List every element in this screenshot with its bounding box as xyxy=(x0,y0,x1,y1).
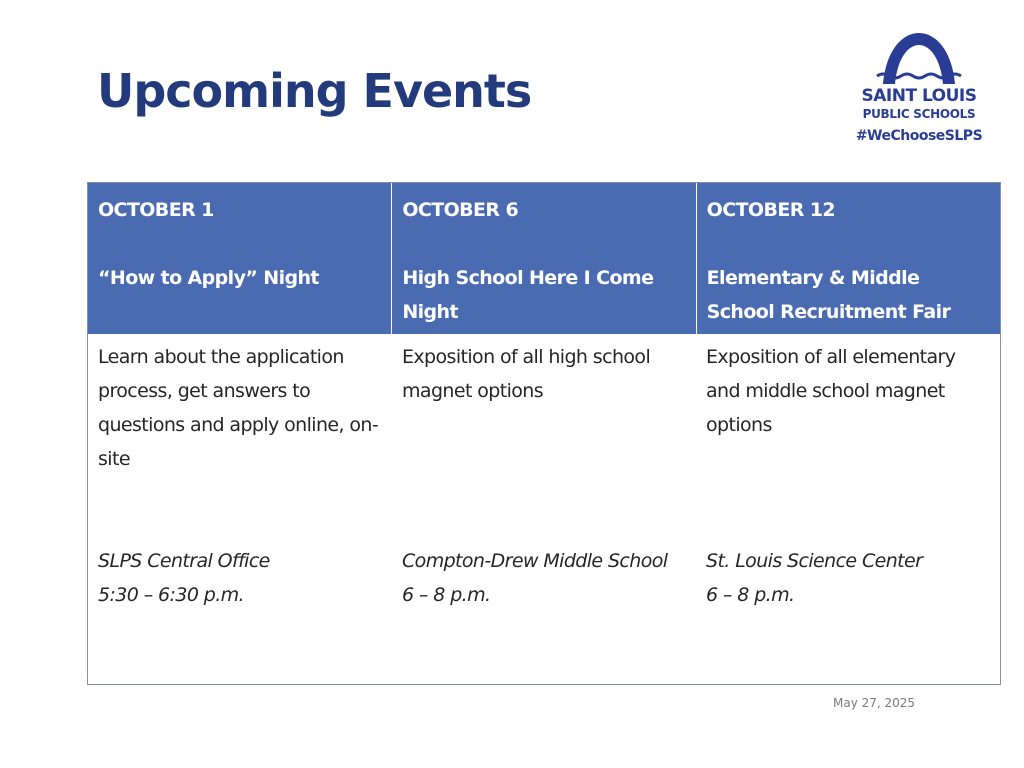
event-date: OCTOBER 6 xyxy=(402,199,519,221)
event-time: 5:30 – 6:30 p.m. xyxy=(98,584,244,606)
event-date: OCTOBER 12 xyxy=(706,199,836,221)
logo-hashtag: #WeChooseSLPS xyxy=(855,128,983,144)
logo-line-public-schools: PUBLIC SCHOOLS xyxy=(862,107,976,121)
event-time: 6 – 8 p.m. xyxy=(706,584,795,606)
table-body-row xyxy=(88,334,1000,684)
event-description: Exposition of all elementary and middle school magnet options xyxy=(706,346,956,436)
event-detail-cell xyxy=(392,334,696,684)
event-time: 6 – 8 p.m. xyxy=(402,584,491,606)
event-name: Elementary & Middle School Recruitment Fair xyxy=(706,267,951,323)
event-detail-cell xyxy=(88,334,392,684)
slide-date: May 27, 2025 xyxy=(833,696,916,710)
event-header-cell xyxy=(697,183,1000,334)
event-description: Exposition of all high school magnet options xyxy=(402,346,651,402)
events-table xyxy=(87,182,1001,685)
event-name: “How to Apply” Night xyxy=(98,267,319,289)
logo-line-saint-louis: SAINT LOUIS xyxy=(861,86,977,106)
event-venue: St. Louis Science Center xyxy=(706,550,923,572)
page-title: Upcoming Events xyxy=(97,64,532,118)
gateway-arch-logo-icon xyxy=(875,6,963,86)
table-header-row xyxy=(88,183,1000,334)
event-header-cell xyxy=(88,183,392,334)
event-venue: Compton-Drew Middle School xyxy=(402,550,668,572)
event-date: OCTOBER 1 xyxy=(98,199,214,221)
event-venue: SLPS Central Office xyxy=(98,550,270,572)
event-header-cell xyxy=(392,183,696,334)
event-name: High School Here I Come Night xyxy=(402,267,654,323)
event-detail-cell xyxy=(696,334,1000,684)
slps-logo xyxy=(838,6,1000,148)
event-description: Learn about the application process, get answers to questions and apply online, on-site xyxy=(98,346,379,470)
